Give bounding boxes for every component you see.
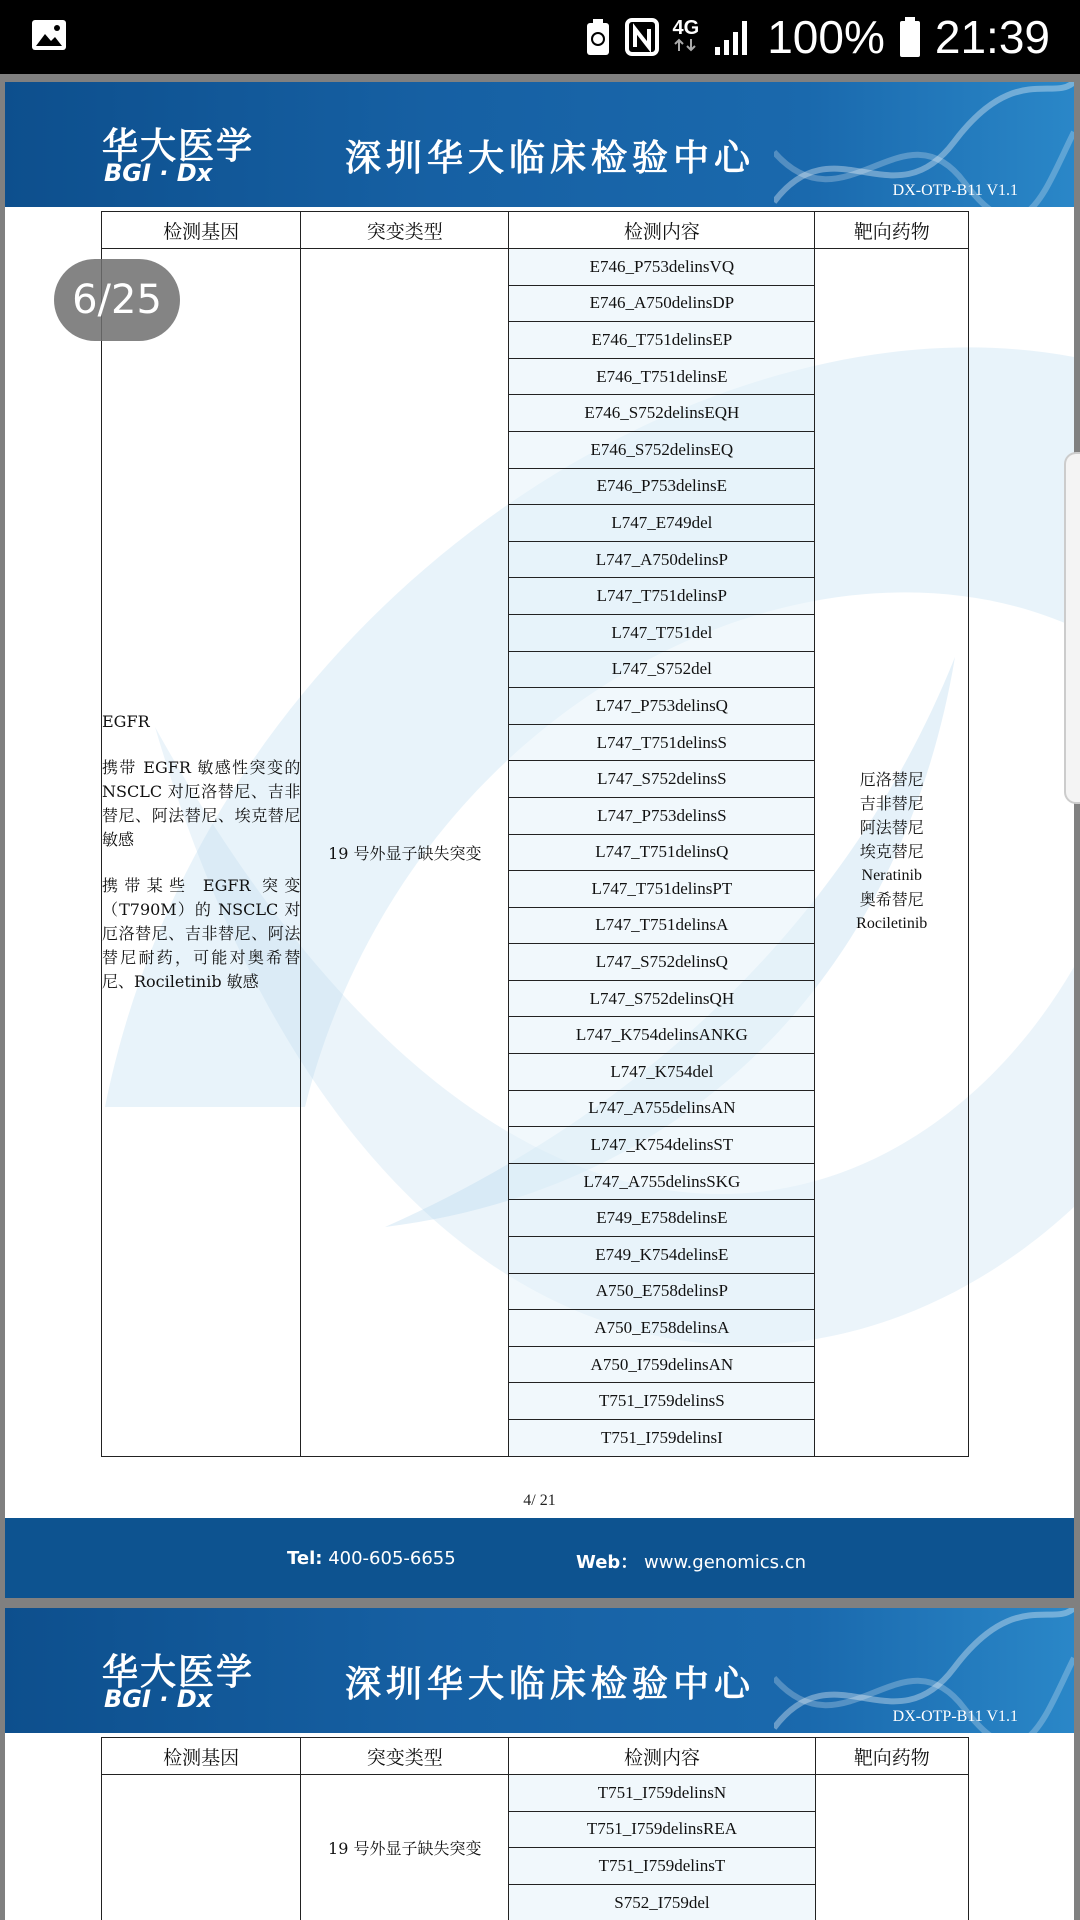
drugs-cell bbox=[815, 1775, 968, 1920]
table-row: L747_E749del bbox=[509, 505, 815, 542]
recycle-battery-icon bbox=[585, 17, 611, 57]
drug-item: 阿法替尼 bbox=[859, 818, 924, 838]
footer-web bbox=[576, 1548, 806, 1574]
battery-icon bbox=[899, 15, 921, 59]
table-row: S752_I759del bbox=[509, 1884, 815, 1920]
column-header-drugs: 靶向药物 bbox=[815, 1738, 968, 1775]
drug-item: 奥希替尼 bbox=[859, 890, 924, 910]
table-row: T751_I759delinsN bbox=[509, 1775, 815, 1812]
table-row: E746_T751delinsEP bbox=[509, 322, 815, 359]
table-row: E746_P753delinsVQ bbox=[509, 249, 815, 286]
table-row: L747_T751del bbox=[509, 614, 815, 651]
table-row: T751_I759delinsI bbox=[509, 1420, 815, 1457]
table-row: L747_T751delinsQ bbox=[509, 834, 815, 871]
data-arrows-icon bbox=[673, 38, 697, 52]
table-row: L747_A755delinsSKG bbox=[509, 1163, 815, 1200]
table-row: L747_K754delinsANKG bbox=[509, 1017, 815, 1054]
table-row: L747_A755delinsAN bbox=[509, 1090, 815, 1127]
table-row: L747_A750delinsP bbox=[509, 541, 815, 578]
logo-chinese: 华大医学 bbox=[102, 1652, 255, 1693]
document-code: DX-OTP-B11 V1.1 bbox=[892, 182, 1018, 199]
scroll-handle[interactable] bbox=[1064, 452, 1080, 804]
drug-item: 吉非替尼 bbox=[859, 794, 924, 814]
table-row: L747_S752delinsQH bbox=[509, 980, 815, 1017]
column-header-gene: 检测基因 bbox=[102, 212, 301, 249]
drugs-cell bbox=[815, 249, 969, 1457]
gene-cell bbox=[102, 1775, 301, 1920]
table-row: L747_T751delinsP bbox=[509, 578, 815, 615]
drug-item: Neratinib bbox=[861, 867, 922, 885]
table-row: E746_P753delinsE bbox=[509, 468, 815, 505]
column-header-mutation-type: 突变类型 bbox=[301, 1738, 509, 1775]
table-row: L747_S752delinsS bbox=[509, 761, 815, 798]
nfc-icon bbox=[625, 17, 659, 57]
table-row: E746_S752delinsEQ bbox=[509, 431, 815, 468]
gene-note-sensitive: 携带 EGFR 敏感性突变的 NSCLC 对厄洛替尼、吉非替尼、阿法替尼、埃克替尼敏感 bbox=[102, 758, 301, 850]
table-row: L747_S752delinsQ bbox=[509, 944, 815, 981]
page-indicator: 6/25 bbox=[54, 259, 180, 341]
mutation-type-cell: 19 号外显子缺失突变 bbox=[301, 1775, 509, 1920]
table-row: E749_E758delinsE bbox=[509, 1200, 815, 1237]
table-row: A750_E758delinsA bbox=[509, 1310, 815, 1347]
table-row: T751_I759delinsT bbox=[509, 1848, 815, 1885]
table-row: T751_I759delinsS bbox=[509, 1383, 815, 1420]
drug-item: 埃克替尼 bbox=[859, 842, 924, 862]
web-label: Web： bbox=[576, 1552, 639, 1573]
table-row: L747_P753delinsQ bbox=[509, 688, 815, 725]
document-code: DX-OTP-B11 V1.1 bbox=[892, 1708, 1018, 1725]
table-row: A750_E758delinsP bbox=[509, 1273, 815, 1310]
table-row: E746_T751delinsE bbox=[509, 358, 815, 395]
clock: 21:39 bbox=[934, 11, 1050, 63]
logo-english: BGI · Dx bbox=[104, 1685, 213, 1713]
table-row: L747_T751delinsA bbox=[509, 907, 815, 944]
page-footer bbox=[5, 1518, 1074, 1598]
detection-table bbox=[101, 211, 969, 1457]
web-value: www.genomics.cn bbox=[644, 1552, 807, 1573]
lab-title: 深圳华大临床检验中心 bbox=[345, 1664, 756, 1705]
gene-name: EGFR bbox=[102, 712, 150, 732]
document-page-2 bbox=[5, 1608, 1074, 1920]
table-row: L747_T751delinsPT bbox=[509, 871, 815, 908]
column-header-gene: 检测基因 bbox=[102, 1738, 301, 1775]
table-row: L747_K754delinsST bbox=[509, 1127, 815, 1164]
table-row: L747_T751delinsS bbox=[509, 724, 815, 761]
gene-note-resistant: 携带某些 EGFR 突变（T790M）的 NSCLC 对厄洛替尼、吉非替尼、阿法替尼耐药，可能对奥希替尼、Rociletinib 敏感 bbox=[102, 876, 301, 992]
table-row: T751_I759delinsREA bbox=[509, 1811, 815, 1848]
drug-item: Rociletinib bbox=[856, 915, 928, 933]
drug-item: 厄洛替尼 bbox=[859, 770, 924, 790]
page-number: 4/ 21 bbox=[523, 1492, 556, 1509]
mutation-type-cell: 19 号外显子缺失突变 bbox=[301, 249, 509, 1457]
network-type: 4G bbox=[673, 18, 700, 57]
footer-tel bbox=[287, 1548, 456, 1569]
table-row: L747_K754del bbox=[509, 1054, 815, 1091]
column-header-content: 检测内容 bbox=[509, 212, 815, 249]
table-row: E746_S752delinsEQH bbox=[509, 395, 815, 432]
column-header-content: 检测内容 bbox=[509, 1738, 815, 1775]
status-bar bbox=[0, 0, 1080, 74]
page-header bbox=[5, 82, 1074, 207]
table-row: A750_I759delinsAN bbox=[509, 1346, 815, 1383]
column-header-drugs: 靶向药物 bbox=[815, 212, 969, 249]
column-header-mutation-type: 突变类型 bbox=[301, 212, 509, 249]
detection-table-continued bbox=[101, 1737, 969, 1920]
table-row: E746_A750delinsDP bbox=[509, 285, 815, 322]
logo-chinese: 华大医学 bbox=[102, 126, 255, 167]
tel-label: Tel: bbox=[287, 1548, 323, 1569]
page-header bbox=[5, 1608, 1074, 1733]
table-row: E749_K754delinsE bbox=[509, 1237, 815, 1274]
table-row: L747_S752del bbox=[509, 651, 815, 688]
signal-icon bbox=[713, 17, 753, 57]
lab-title: 深圳华大临床检验中心 bbox=[345, 138, 756, 179]
tel-value: 400-605-6655 bbox=[328, 1548, 456, 1569]
battery-percent: 100% bbox=[767, 11, 885, 63]
gallery-icon bbox=[30, 16, 68, 54]
table-row: L747_P753delinsS bbox=[509, 797, 815, 834]
gene-cell bbox=[102, 249, 301, 1457]
logo-english: BGI · Dx bbox=[104, 159, 213, 187]
